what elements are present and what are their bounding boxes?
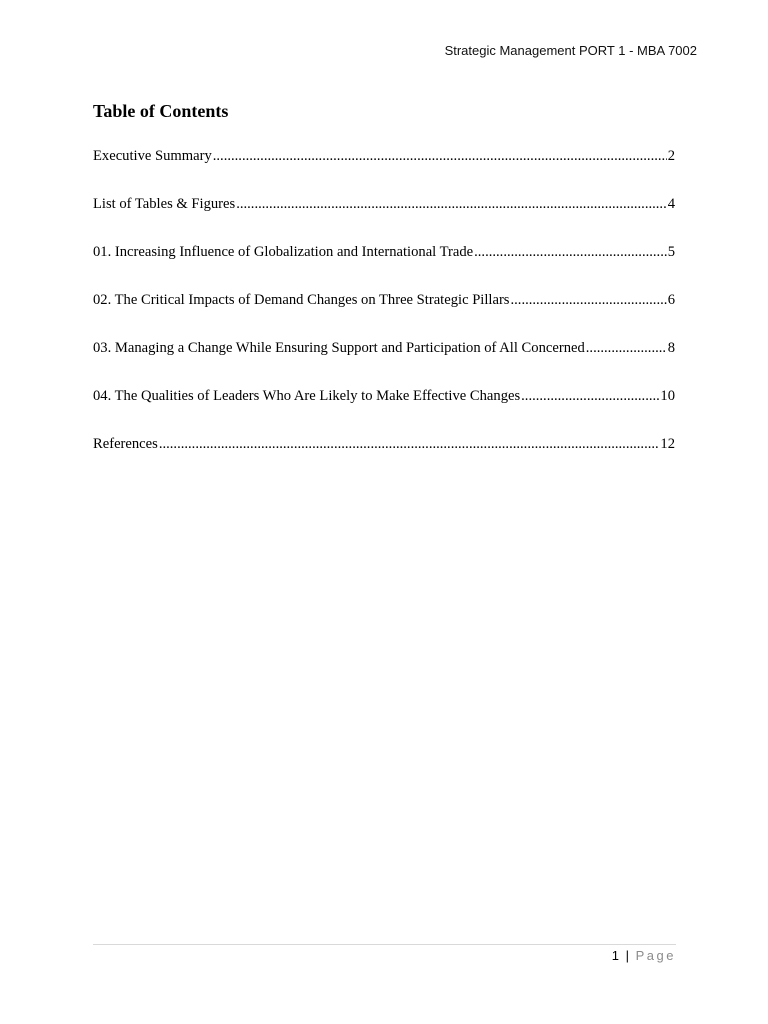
toc-entry-page: 4 [667, 196, 675, 212]
toc-dot-leader [586, 340, 667, 357]
toc-entry-label: 03. Managing a Change While Ensuring Support and Participation of All Concerned [93, 340, 585, 356]
toc-entry-leader-qualities[interactable] [93, 388, 675, 436]
toc-entry-page: 6 [667, 292, 675, 308]
page-footer [612, 948, 676, 963]
toc-dot-leader [159, 436, 660, 453]
footer-separator: | [625, 948, 629, 963]
toc-entry-references[interactable] [93, 436, 675, 484]
toc-dot-leader [521, 388, 659, 405]
toc-entry-page: 5 [667, 244, 675, 260]
toc-entry-label: Executive Summary [93, 148, 212, 164]
toc-entry-label: List of Tables & Figures [93, 196, 236, 212]
toc-entry-demand-changes[interactable] [93, 292, 675, 340]
toc-entry-list-of-tables[interactable] [93, 196, 675, 244]
toc-title: Table of Contents [93, 101, 229, 121]
toc-entry-page: 2 [667, 148, 675, 164]
toc-dot-leader [511, 292, 667, 309]
toc-entry-page: 10 [660, 388, 675, 404]
footer-divider [93, 944, 676, 945]
footer-page-number: 1 [611, 948, 619, 963]
toc-entry-page: 12 [660, 436, 675, 452]
toc-entry-globalization[interactable] [93, 244, 675, 292]
footer-page-word: Page [635, 948, 676, 963]
toc-entry-managing-change[interactable] [93, 340, 675, 388]
toc-entry-executive-summary[interactable] [93, 148, 675, 196]
toc-entry-label: References [93, 436, 158, 452]
toc-dot-leader [236, 196, 667, 213]
toc-list [93, 148, 675, 484]
toc-entry-label: 04. The Qualities of Leaders Who Are Likely to Make Effective Changes [93, 388, 521, 404]
toc-dot-leader [474, 244, 667, 261]
toc-entry-label: 02. The Critical Impacts of Demand Changes on Three Strategic Pillars [93, 292, 510, 308]
toc-dot-leader [213, 148, 667, 165]
page-header: Strategic Management PORT 1 - MBA 7002 [444, 43, 697, 58]
toc-entry-label: 01. Increasing Influence of Globalization and International Trade [93, 244, 474, 260]
toc-entry-page: 8 [667, 340, 675, 356]
